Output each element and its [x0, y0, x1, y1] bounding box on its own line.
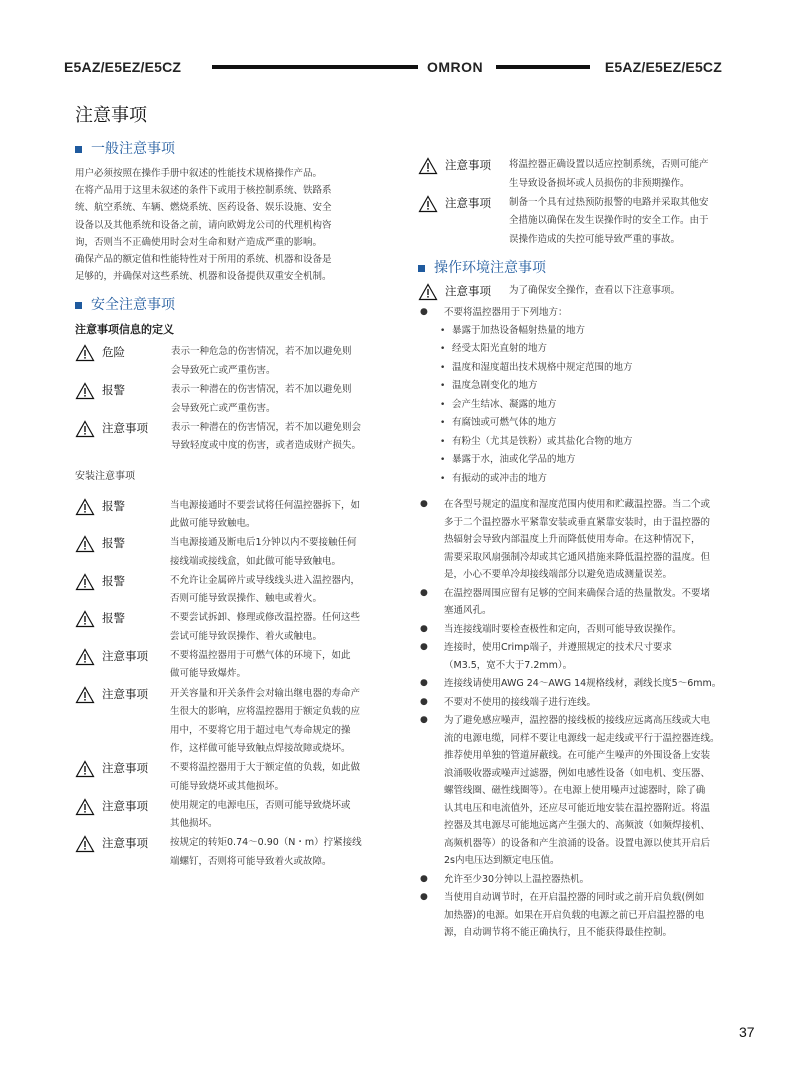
text-line: 源，自动调节将不能正确执行，且不能获得最佳控制。 [444, 927, 673, 938]
env-note-label: 注意事项 [445, 284, 491, 298]
bullet-icon: ● [420, 873, 428, 884]
bullet-icon: ● [420, 678, 428, 688]
bullet-icon: • [440, 473, 446, 484]
definition-list [75, 343, 395, 455]
safety-section-heading: 安全注意事项 [75, 296, 395, 314]
list-item: • 会产生结冰、凝露的地方 [438, 396, 740, 415]
text-line: 设备以及其他系统和设备之前，请向欧姆龙公司的代理机构咨 [75, 219, 332, 231]
text-line: 其他损坏。 [170, 818, 218, 830]
bullet-icon: ● [420, 892, 428, 902]
square-bullet-icon [418, 265, 425, 272]
left-column [75, 140, 395, 872]
model-name-right: E5AZ/E5EZ/E5CZ [604, 59, 722, 75]
caution-entry [418, 156, 740, 193]
bullet-icon: ● [420, 587, 428, 598]
bullet-icon: • [440, 362, 446, 373]
warning-triangle-icon [75, 686, 95, 704]
warning-triangle-icon [75, 573, 95, 591]
text-line: 误操作造成的失控可能导致严重的事故。 [509, 233, 681, 245]
bullet-icon: • [440, 325, 446, 336]
text-line: 会导致死亡或严重伤害。 [171, 402, 276, 414]
list-item [418, 585, 740, 620]
text-line: 当电源接通时不要尝试将任何温控器拆下，如 [170, 499, 361, 511]
text-line: 足够的，并确保对这些系统、机器和设备提供双重安全机制。 [75, 271, 332, 283]
caution-label: 注意事项 [445, 195, 491, 210]
caution-entry [75, 834, 395, 871]
text-line: 不要将温控器用于大于额定值的负载，如此做 [170, 762, 361, 774]
list-item [418, 621, 740, 639]
right-caution-list [418, 156, 740, 249]
text-line: 使用规定的电源电压，否则可能导致烧坏或 [170, 799, 351, 811]
page-header [64, 58, 722, 78]
text-line: 接线端或接线盒，如此做可能导致触电。 [170, 555, 342, 567]
list-item: • 温度急剧变化的地方 [438, 377, 740, 396]
text-line: 2s内电压达到额定电压值。 [444, 855, 560, 866]
general-section-heading: 一般注意事项 [75, 140, 395, 158]
right-column [418, 156, 740, 943]
caution-text [170, 834, 362, 871]
caution-text [170, 572, 360, 609]
caution-label: 危险 [102, 345, 125, 360]
text-line: 加热器)的电源。如果在开启负载的电源之前已开启温控器的电 [444, 909, 705, 921]
warning-triangle-icon [418, 157, 438, 175]
caution-text [171, 343, 352, 380]
text-line: 允许至少30分钟以上温控器热机。 [444, 873, 590, 885]
warning-triangle-icon [75, 344, 95, 362]
caution-entry [75, 497, 395, 534]
text-line: 连接线请使用AWG 24～AWG 14规格线材，剥线长度5～6mm。 [444, 678, 722, 689]
caution-text [509, 194, 709, 250]
list-item: ● 不要将温控器用于下列地方： • 暴露于加热设备幅射热量的地方 • 经受太阳光直射的地方 • 温度和湿度超出技术规格中规定范围的地方 • 温度急剧变化的地方 • 会产生结冰、凝露的地方 • 有腐蚀或可燃气体的地方 • 有粉尘（尤其是铁粉）或其盐化合物的地方 • 暴露于水，油或化学品的地方 • 有振动的或冲击的地方 [418, 304, 740, 488]
text-line: 生很大的影响，应将温控器用于额定负载的应 [170, 706, 361, 718]
env-note [418, 282, 740, 301]
caution-text [170, 759, 360, 796]
place-list [438, 322, 740, 489]
text-line: 用户必须按照在操作手册中叙述的性能技术规格操作产品。 [75, 168, 323, 179]
text-line: 认其电压和电流值外，还应尽可能近地安装在温控器附近。将温 [444, 802, 711, 814]
list-item [418, 496, 740, 584]
square-bullet-icon [75, 146, 82, 153]
caution-text [170, 685, 360, 759]
bullet-icon: ● [420, 623, 428, 634]
list-item [418, 712, 740, 870]
caution-entry [75, 797, 395, 834]
text-line: 表示一种危急的伤害情况，若不加以避免则 [171, 346, 352, 358]
text-line: 是，小心不要单冷却接线端部分以避免造成测量误差。 [444, 569, 673, 580]
text-line: 当连接线端时要检查极性和定向，否则可能导致误操作。 [444, 623, 682, 635]
square-bullet-icon [75, 302, 82, 309]
caution-text [170, 797, 351, 834]
text-line: 生导致设备损坏或人员损伤的非预期操作。 [509, 177, 690, 189]
caution-entry [75, 609, 395, 646]
bullet-icon: • [440, 418, 446, 428]
caution-entry [418, 194, 740, 250]
caution-label: 报警 [102, 573, 125, 588]
bullet-icon: • [440, 344, 446, 354]
text-line: 连接时，使用Crimp端子，并遵照规定的技术尺寸要求 [444, 642, 672, 653]
text-line: 开关容量和开关条件会对输出继电器的寿命产 [170, 687, 361, 699]
text-line: 当电源接通及断电后1分钟以内不要接触任何 [170, 537, 357, 549]
text-line: 在将产品用于这里未叙述的条件下或用于核控制系统、铁路系 [75, 185, 332, 197]
caution-text [170, 534, 357, 571]
list-item: • 温度和湿度超出技术规格中规定范围的地方 [438, 359, 740, 378]
text-line: （M3.5，宽不大于7.2mm）。 [444, 659, 573, 671]
list-item: • 暴露于加热设备幅射热量的地方 [438, 322, 740, 341]
caution-entry [75, 685, 395, 759]
install-heading: 安装注意事项 [75, 470, 135, 482]
caution-label: 报警 [102, 611, 125, 626]
bullet-icon: • [440, 399, 446, 410]
list-item [418, 675, 740, 693]
list-item [418, 639, 740, 674]
bullet-icon: ● [420, 696, 428, 707]
warning-triangle-icon [75, 610, 95, 628]
warning-triangle-icon [418, 195, 438, 213]
text-line: 表示一种潜在的伤害情况，若不加以避免则会 [171, 421, 362, 433]
text-line: 统、航空系统、车辆、燃烧系统、医药设备、娱乐设施、安全 [75, 202, 332, 214]
text-line: 将温控器正确设置以适应控制系统，否则可能产 [509, 159, 709, 170]
env-note-text: 为了确保安全操作，查看以下注意事项。 [509, 285, 681, 296]
list-item [418, 871, 740, 889]
caution-entry [75, 419, 395, 456]
model-name-left: E5AZ/E5EZ/E5CZ [64, 59, 182, 75]
text-line: 塞通风孔。 [444, 605, 492, 616]
warning-triangle-icon [75, 420, 95, 438]
list-item: • 暴露于水，油或化学品的地方 [438, 451, 740, 470]
caution-text [171, 419, 361, 456]
warning-triangle-icon [418, 283, 438, 301]
text-line: 流的电源电缆，同样不要让电源线一起走线或平行于温控器连线。 [444, 732, 720, 744]
bullet-icon: • [440, 436, 446, 447]
list-item: • 经受太阳光直射的地方 [438, 340, 740, 359]
bullet-icon: ● [420, 642, 428, 652]
caution-entry [75, 647, 395, 684]
caution-label: 报警 [102, 536, 125, 551]
text-line: 推荐使用单独的管道屏蔽线。在可能产生噪声的外围设备上安装 [444, 750, 711, 761]
caution-label: 注意事项 [102, 798, 148, 813]
list-item: • 有腐蚀或可燃气体的地方 [438, 414, 740, 433]
text-line: 按规定的转矩0.74～0.90（N・m）拧紧接线 [170, 837, 362, 849]
env-bullet-list [418, 304, 740, 942]
text-line: 制备一个具有过热预防报警的电路并采取其他安 [509, 196, 709, 208]
bullet-icon: ● [420, 307, 428, 317]
caution-text [170, 497, 360, 534]
warning-triangle-icon [75, 760, 95, 778]
warning-triangle-icon [75, 835, 95, 853]
text-line: 在各型号规定的温度和湿度范围内使用和贮藏温控器。当二个或 [444, 499, 711, 510]
text-line: 询，否则当不正确使用时会对生命和财产造成严重的影响。 [75, 236, 323, 248]
bullet-icon: ● [420, 715, 428, 725]
caution-entry [75, 759, 395, 796]
text-line: 端螺钉，否则将可能导致着火或故障。 [170, 855, 332, 867]
text-line: 确保产品的额定值和性能特性对于所用的系统、机器和设备是 [75, 254, 332, 266]
caution-label: 注意事项 [102, 686, 148, 701]
text-line: 浪涌吸收器或噪声过滤器，例如电感性设备（如电机、变压器、 [444, 767, 711, 779]
general-paragraph [75, 165, 395, 285]
text-line: 尝试可能导致误操作、着火或触电。 [170, 630, 323, 642]
text-line: 在温控器周围应留有足够的空间来确保合适的热量散发。不要堵 [444, 587, 711, 599]
text-line: 不要尝试拆卸、修理或修改温控器。任何这些 [170, 612, 361, 624]
text-line: 不要将温控器用于可燃气体的环境下，如此 [170, 649, 351, 661]
text-line: 全措施以确保在发生误操作时的安全工作。由于 [509, 215, 709, 226]
definition-heading: 注意事项信息的定义 [75, 323, 174, 337]
header-rule-left [212, 65, 418, 69]
text-line: 可能导致烧坏或其他损坏。 [170, 780, 285, 792]
caution-entry [75, 534, 395, 571]
list-item [418, 694, 740, 712]
text-line: 高频机器等）的设备和产生浪涌的设备。设置电源以使其开启后 [444, 837, 711, 849]
caution-entry [75, 572, 395, 609]
caution-text [170, 609, 360, 646]
caution-text [170, 647, 351, 684]
caution-entry [75, 343, 395, 380]
caution-text [509, 156, 709, 193]
list-item [418, 889, 740, 942]
text-line: 不要对不使用的接线端子进行连线。 [444, 696, 597, 708]
warning-triangle-icon [75, 498, 95, 516]
text-line: 螺管线圈、磁性线圈等）。在电源上使用噪声过滤器时，除了确 [444, 785, 706, 796]
env-bullets [418, 496, 740, 942]
page-number: 37 [739, 1024, 755, 1040]
page-title: 注意事项 [75, 105, 147, 126]
header-rule-right [496, 65, 590, 69]
text-line: 需要采取风扇强制冷却或其它通风措施来降低温控器的温度。但 [444, 551, 711, 563]
install-list [75, 497, 395, 872]
warning-triangle-icon [75, 648, 95, 666]
bullet-icon: ● [420, 499, 428, 509]
caution-label: 报警 [102, 498, 125, 513]
text-line: 导致轻度或中度的伤害，或者造成财产损失。 [171, 440, 362, 452]
text-line: 热辐射会导致内部温度上升而降低使用寿命。在这种情况下， [444, 534, 701, 545]
caution-label: 注意事项 [445, 158, 491, 172]
env-section-heading: 操作环境注意事项 [418, 259, 740, 277]
bullet-icon: • [440, 381, 446, 391]
caution-label: 注意事项 [102, 648, 148, 663]
text-line: 作，这样做可能导致触点焊接故障或烧坏。 [170, 743, 351, 755]
caution-label: 注意事项 [102, 420, 148, 435]
warning-triangle-icon [75, 798, 95, 816]
text-line: 会导致死亡或严重伤害。 [171, 364, 276, 376]
text-line: 做可能导致爆炸。 [170, 668, 247, 680]
caution-label: 报警 [102, 383, 125, 398]
caution-text [171, 381, 352, 418]
list-item: • 有振动的或冲击的地方 [438, 470, 740, 489]
text-line: 否则可能导致误操作、触电或着火。 [170, 593, 323, 605]
text-line: 为了避免感应噪声，温控器的接线板的接线应远离高压线或大电 [444, 715, 711, 726]
caution-label: 注意事项 [102, 836, 148, 851]
text-line: 表示一种潜在的伤害情况，若不加以避免则 [171, 384, 352, 396]
bullet-icon: • [440, 455, 446, 465]
caution-entry [75, 381, 395, 418]
omron-logo: OMRON [427, 59, 484, 75]
text-line: 不允许让金属碎片或导线线头进入温控器内， [170, 574, 361, 586]
warning-triangle-icon [75, 382, 95, 400]
caution-label: 注意事项 [102, 761, 148, 776]
text-line: 当使用自动调节时，在开启温控器的同时或之前开启负载(例如 [444, 892, 705, 903]
text-line: 用中，不要将它用于超过电气寿命规定的操 [170, 724, 351, 736]
text-line: 控器及其电源尽可能地远离产生强大的、高频波（如频焊接机、 [444, 820, 711, 831]
text-line: 此做可能导致触电。 [170, 518, 256, 530]
text-line: 多于二个温控器水平紧靠安装或垂直紧靠安装时，由于温控器的 [444, 516, 711, 528]
list-item: • 有粉尘（尤其是铁粉）或其盐化合物的地方 [438, 433, 740, 452]
warning-triangle-icon [75, 535, 95, 553]
